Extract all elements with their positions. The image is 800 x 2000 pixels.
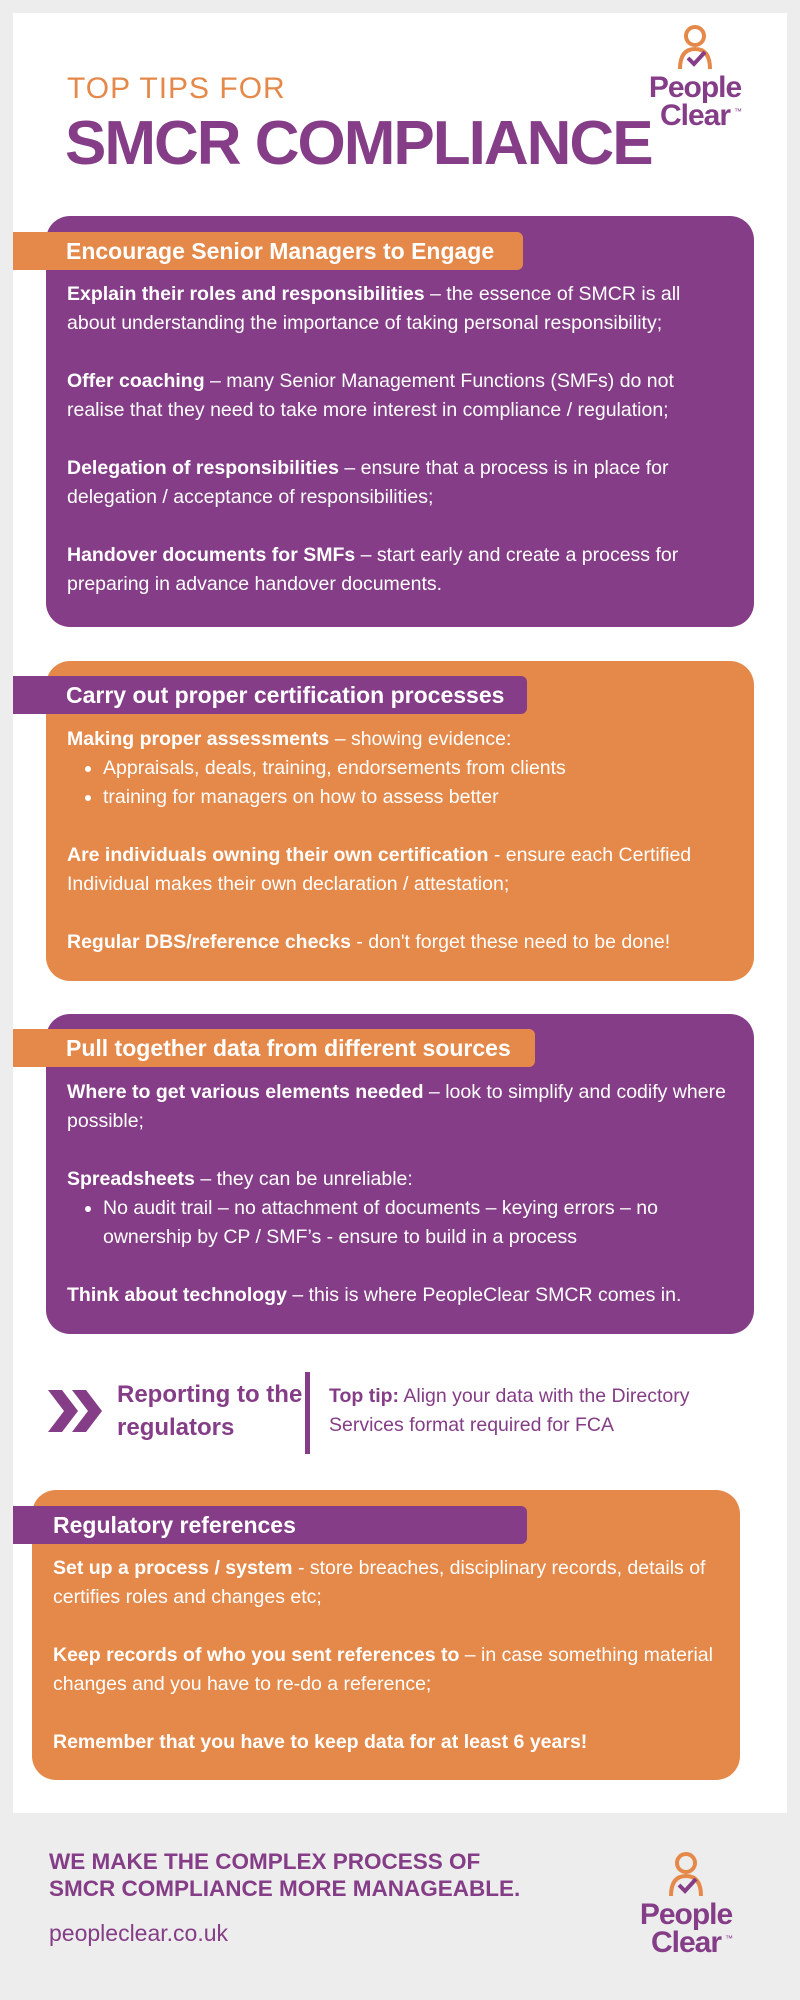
tip-item: Are individuals owning their own certification - ensure each Certified Individual makes their own declaration / attestation; [67,844,692,895]
bullet-list [67,754,737,812]
section-body [53,1554,728,1757]
tip-item: Delegation of responsibilities – ensure that a process is in place for delegation / acceptance of responsibilities; [67,457,669,508]
tip-item: Offer coaching – many Senior Management Functions (SMFs) do not realise that they need to take more interest in compliance / regulation; [67,370,674,421]
list-item: • Appraisals, deals, training, endorsements from clients [103,754,737,783]
footer-logo [631,1852,741,1962]
tip-item: Making proper assessments – showing evidence: [67,728,512,750]
tip-item: Where to get various elements needed – look to simplify and codify where possible; [67,1081,726,1132]
section-title: Pull together data from different sources [13,1029,535,1067]
list-item: • No audit trail – no attachment of documents – keying errors – no ownership by CP / SMF’s - ensure to build in a process [103,1194,737,1252]
tip-item: Remember that you have to keep data for at least 6 years! [53,1731,588,1753]
section-title: Carry out proper certification processes [13,676,527,714]
section-body [67,1078,737,1310]
logo [640,25,750,135]
website-link[interactable]: peopleclear.co.uk [49,1920,229,1946]
tip-item: Spreadsheets – they can be unreliable: [67,1168,413,1190]
top-tip: Top tip: Align your data with the Directory Services format required for FCA [329,1385,690,1436]
logo-word-people: People [648,71,742,104]
logo-trademark: ™ [725,1934,733,1943]
section-body [67,280,727,599]
logo-word-people: People [639,1898,733,1931]
header-kicker: TOP TIPS FOR [67,72,286,105]
page-title: SMCR COMPLIANCE [65,109,652,178]
logo-trademark: ™ [734,107,742,116]
section-title: Regulatory references [13,1506,527,1544]
logo-word-clear: Clear [650,1926,722,1959]
logo-word-clear: Clear [659,99,731,132]
tip-item: Handover documents for SMFs – start early and create a process for preparing in advance handover documents. [67,544,679,595]
divider [305,1372,310,1454]
section-body [67,725,737,957]
tip-item: Explain their roles and responsibilities – the essence of SMCR is all about understanding the importance of taking personal responsibility; [67,283,681,334]
section-title: Encourage Senior Managers to Engage [13,232,523,270]
tip-item: Regular DBS/reference checks - don't forget these need to be done! [67,931,671,953]
person-check-icon [665,1852,707,1900]
reporting-title: Reporting to the regulators [117,1381,303,1441]
tip-item: Set up a process / system - store breaches, disciplinary records, details of certifies roles and changes etc; [53,1557,706,1608]
bullet-list [67,1194,737,1252]
double-chevron-right-icon [48,1390,106,1432]
footer-tagline-line1: WE MAKE THE COMPLEX PROCESS OF [49,1849,481,1874]
tip-item: Keep records of who you sent references to – in case something material changes and you have to re-do a reference; [53,1644,713,1695]
footer-tagline-line2: SMCR COMPLIANCE MORE MANAGEABLE. [49,1876,521,1901]
person-check-icon [674,25,716,73]
list-item: • training for managers on how to assess better [103,783,737,812]
tip-item: Think about technology – this is where PeopleClear SMCR comes in. [67,1284,682,1306]
